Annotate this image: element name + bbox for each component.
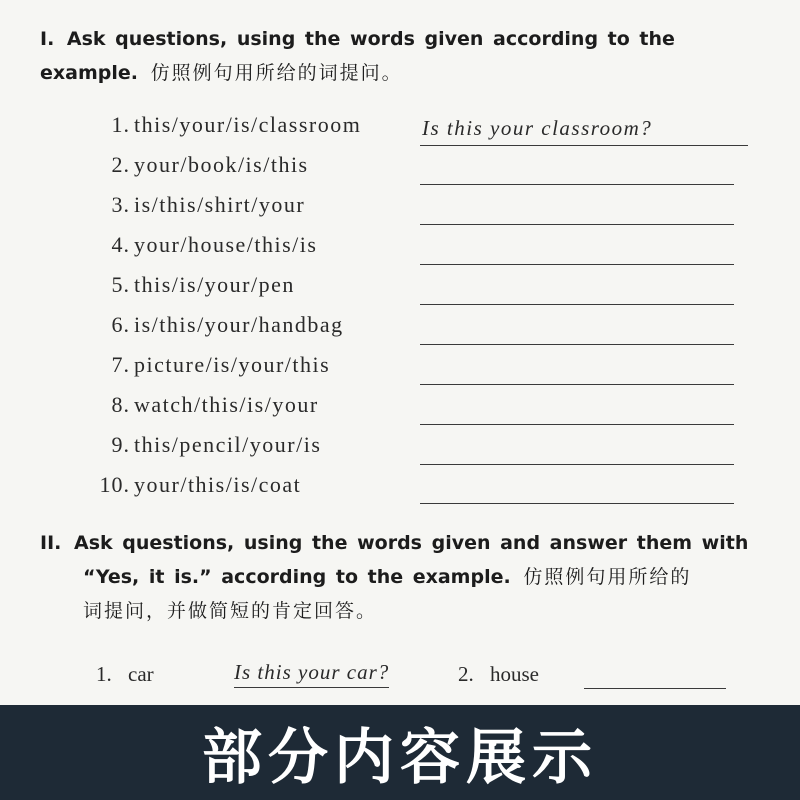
item-number: 8.	[111, 392, 130, 417]
section2-instruction-cn-2: 词提问，并做简短的肯定回答。	[83, 600, 378, 622]
item-words: picture/is/your/this	[134, 352, 331, 377]
item-words: this/your/is/classroom	[134, 112, 362, 137]
list-item	[92, 232, 317, 272]
answer-line[interactable]	[420, 304, 734, 305]
list-item	[92, 272, 295, 312]
list-item	[92, 152, 309, 192]
item-number: 1.	[111, 112, 130, 137]
item-words: your/this/is/coat	[134, 472, 302, 497]
item-number: 10.	[99, 472, 130, 497]
item-words: this/pencil/your/is	[134, 432, 322, 457]
item-words: your/house/this/is	[134, 232, 318, 257]
section2-number: II.	[40, 532, 62, 554]
answer-line[interactable]	[420, 264, 734, 265]
item-words: is/this/shirt/your	[134, 192, 306, 217]
list-item	[92, 472, 301, 512]
banner-text: 部分内容展示	[202, 722, 598, 793]
item-number: 6.	[111, 312, 130, 337]
section1-instruction-cn: 仿照例句用所给的词提问。	[150, 62, 403, 84]
section1-number: I.	[40, 28, 55, 50]
list-item	[92, 392, 319, 432]
item-answer: Is this your classroom?	[422, 116, 653, 140]
preview-banner	[0, 705, 800, 800]
list-item	[92, 432, 321, 472]
section2-instruction-en-1: Ask questions, using the words given and answer them with	[73, 532, 749, 554]
item-words: your/book/is/this	[134, 152, 309, 177]
list-item	[92, 312, 344, 352]
answer-line[interactable]	[584, 688, 726, 689]
item-words: this/is/your/pen	[134, 272, 295, 297]
answer-line[interactable]	[420, 184, 734, 185]
answer-line[interactable]	[420, 464, 734, 465]
answer-line[interactable]	[420, 503, 734, 504]
answer-line[interactable]	[420, 384, 734, 385]
section1-header	[40, 22, 760, 90]
section2-instruction-en-2: “Yes, it is.” according to the example.	[83, 566, 511, 588]
item-words: is/this/your/handbag	[134, 312, 344, 337]
answer-line[interactable]	[420, 224, 734, 225]
item-number: 3.	[111, 192, 130, 217]
s2-item-number: 1.	[96, 662, 112, 686]
s2-item-word: car	[128, 662, 154, 686]
item-number: 7.	[111, 352, 130, 377]
answer-line[interactable]	[420, 145, 748, 146]
item-number: 5.	[111, 272, 130, 297]
list-item	[92, 352, 330, 392]
section2-instruction-cn-1: 仿照例句用所给的	[523, 566, 692, 588]
section2-header	[40, 526, 760, 628]
s2-item-answer[interactable]: Is this your car?	[234, 660, 389, 688]
section1-instruction-en: Ask questions, using the words given according to the example.	[40, 28, 675, 84]
item-number: 4.	[111, 232, 130, 257]
s2-item-word: house	[490, 662, 539, 686]
answer-line[interactable]	[420, 344, 734, 345]
item-words: watch/this/is/your	[134, 392, 319, 417]
list-item	[92, 112, 361, 152]
answer-line[interactable]	[420, 424, 734, 425]
list-item	[92, 192, 305, 232]
item-number: 9.	[111, 432, 130, 457]
s2-item-number: 2.	[458, 662, 474, 686]
item-number: 2.	[111, 152, 130, 177]
